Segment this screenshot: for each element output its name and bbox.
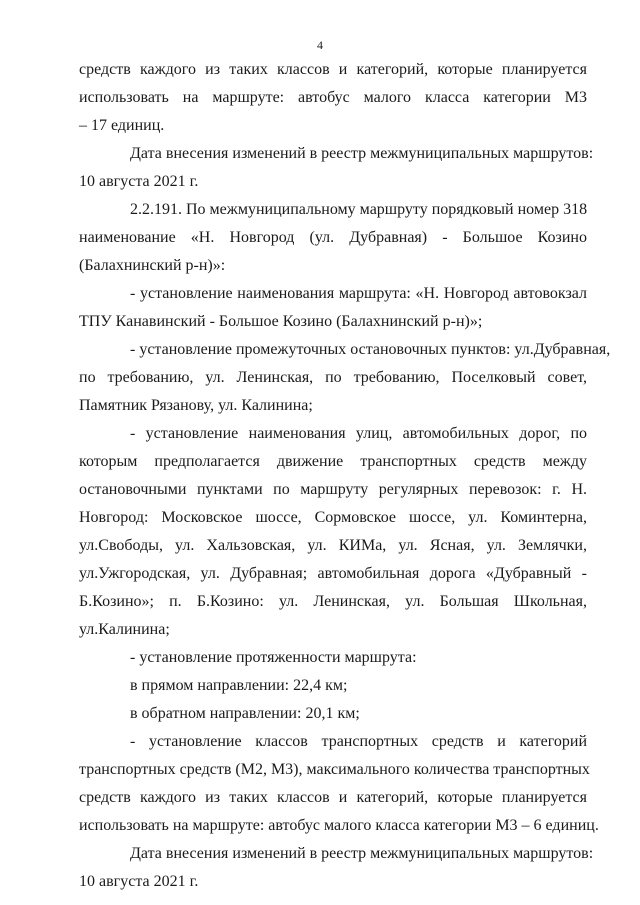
text-line: средств каждого из таких классов и категорий, которые планируется [79,61,587,78]
text-line: (Балахнинский р-н)»: [79,257,226,274]
text-line: наименование «Н. Новгород (ул. Дубравная) - Большое Козино [79,229,587,246]
text-line: ТПУ Канавинский - Большое Козино (Балахнинский р-н)»; [79,313,483,330]
text-line: Б.Козино»; п. Б.Козино: ул. Ленинская, ул. Большая Школьная, [79,593,587,610]
section-heading-2-2-191: 2.2.191. По межмуниципальному маршруту порядковый номер 318 [130,201,588,218]
text-line: Памятник Рязанову, ул. Калинина; [79,397,313,414]
text-line: Новгород: Московское шоссе, Сормовское шоссе, ул. Коминтерна, [79,509,587,526]
text-line: - установление наименования маршрута: «Н. Новгород автовокзал [130,285,587,302]
text-line: остановочными пунктами по маршруту регулярных перевозок: г. Н. [79,481,587,498]
text-line: по требованию, ул. Ленинская, по требованию, Поселковый совет, [79,369,587,386]
text-line: в прямом направлении: 22,4 км; [130,677,348,694]
text-line: 10 августа 2021 г. [79,873,199,890]
text-line: – 17 единиц. [79,117,165,134]
text-line: - установление наименования улиц, автомобильных дорог, по [130,425,587,442]
text-line: Дата внесения изменений в реестр межмуниципальных маршрутов: [130,145,594,162]
text-line: ул.Калинина; [79,621,170,638]
text-line: средств каждого из таких классов и категорий, которые планируется [79,789,587,806]
text-line: ул.Свободы, ул. Хальзовская, ул. КИМа, ул. Ясная, ул. Землячки, [79,537,587,554]
page-number: 4 [317,38,323,52]
text-line: 10 августа 2021 г. [79,173,199,190]
text-line: ул.Ужгородская, ул. Дубравная; автомобильная дорога «Дубравный - [79,565,587,582]
text-line: транспортных средств (М2, М3), максимального количества транспортных [79,761,590,778]
text-line: использовать на маршруте: автобус малого класса категории М3 – 6 единиц. [79,817,599,834]
text-line: использовать на маршруте: автобус малого класса категории М3 [79,89,587,106]
text-line: в обратном направлении: 20,1 км; [130,705,360,722]
text-line: - установление промежуточных остановочных пунктов: ул.Дубравная, [130,341,611,358]
text-line: - установление протяженности маршрута: [130,649,417,666]
text-line: Дата внесения изменений в реестр межмуниципальных маршрутов: [130,845,594,862]
text-line: - установление классов транспортных средств и категорий [130,733,587,750]
text-line: которым предполагается движение транспортных средств между [79,453,587,470]
